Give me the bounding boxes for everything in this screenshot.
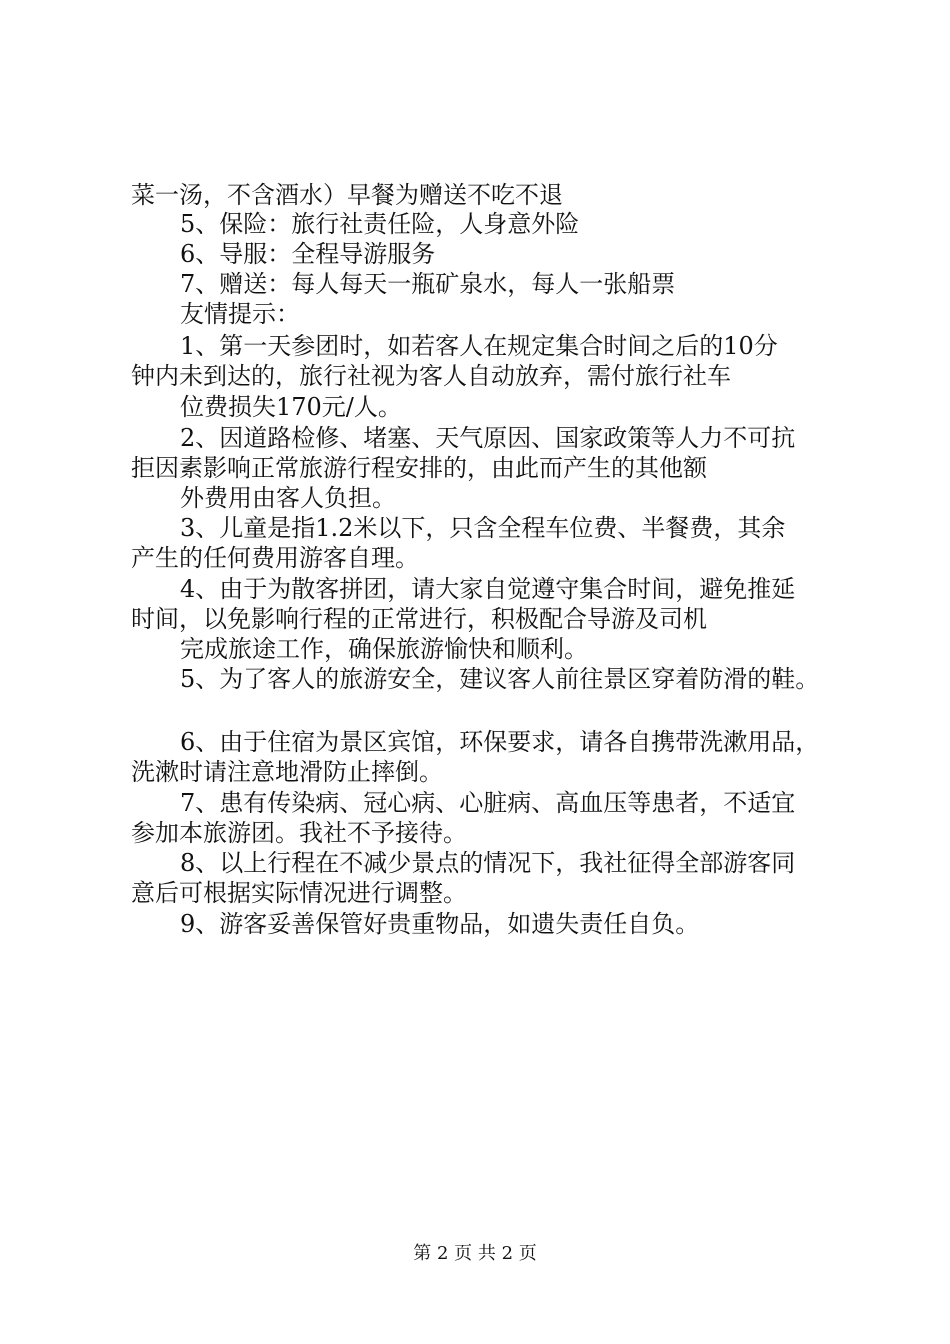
text-line: 拒因素影响正常旅游行程安排的，由此而产生的其他额	[131, 454, 707, 482]
text-line: 友情提示：	[180, 300, 300, 328]
text-line: 6、由于住宿为景区宾馆，环保要求，请各自携带洗漱用品，	[180, 728, 820, 756]
text-line: 参加本旅游团。我社不予接待。	[131, 819, 467, 847]
text-line: 8、以上行程在不减少景点的情况下，我社征得全部游客同	[180, 849, 796, 877]
text-line: 钟内未到达的，旅行社视为客人自动放弃，需付旅行社车	[131, 362, 731, 390]
text-line: 4、由于为散客拼团，请大家自觉遵守集合时间，避免推延	[180, 575, 796, 603]
page-number-footer: 第 2 页 共 2 页	[413, 1243, 537, 1264]
text-line: 外费用由客人负担。	[180, 484, 396, 512]
text-line: 产生的任何费用游客自理。	[131, 544, 419, 572]
text-line: 菜一汤，不含酒水）早餐为赠送不吃不退	[131, 181, 563, 209]
text-line: 6、导服：全程导游服务	[180, 240, 436, 268]
text-line: 2、因道路检修、堵塞、天气原因、国家政策等人力不可抗	[180, 424, 796, 452]
text-line: 时间，以免影响行程的正常进行，积极配合导游及司机	[131, 605, 707, 633]
text-line: 3、儿童是指1.2米以下，只含全程车位费、半餐费，其余	[180, 514, 786, 542]
text-line: 7、患有传染病、冠心病、心脏病、高血压等患者，不适宜	[180, 789, 796, 817]
text-line: 5、保险：旅行社责任险，人身意外险	[180, 210, 580, 238]
text-line: 意后可根据实际情况进行调整。	[131, 879, 467, 907]
text-line: 完成旅途工作，确保旅游愉快和顺利。	[180, 635, 588, 663]
text-line: 位费损失170元/人。	[180, 393, 402, 421]
text-line: 1、第一天参团时，如若客人在规定集合时间之后的10分	[180, 332, 778, 360]
text-line: 7、赠送：每人每天一瓶矿泉水，每人一张船票	[180, 270, 676, 298]
text-line: 5、为了客人的旅游安全，建议客人前往景区穿着防滑的鞋。	[180, 665, 820, 693]
text-line: 9、游客妥善保管好贵重物品，如遗失责任自负。	[180, 910, 700, 938]
text-line: 洗漱时请注意地滑防止摔倒。	[131, 758, 443, 786]
